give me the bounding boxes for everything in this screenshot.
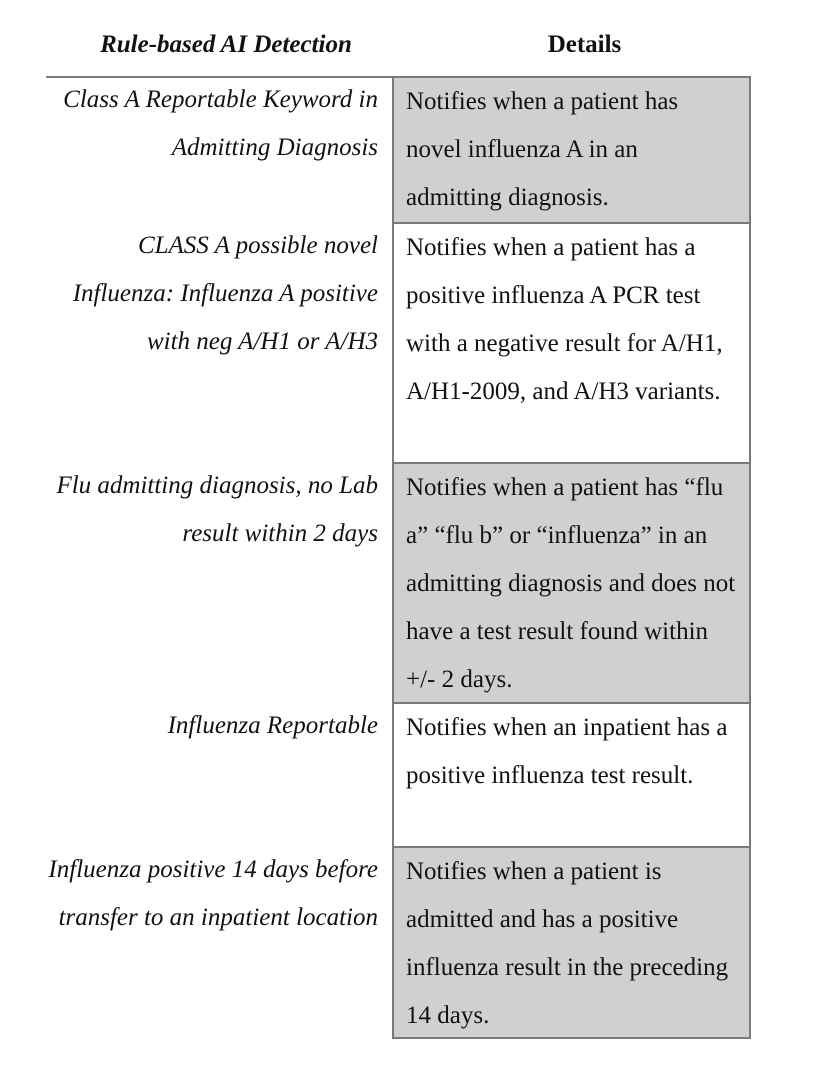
rule-cell: Flu admitting diagnosis, no Lab result within 2 days (56, 472, 378, 547)
rule-cell: Influenza positive 14 days before transfer to an inpatient location (48, 856, 378, 931)
details-cell: Notifies when a patient is admitted and has a positive influenza result in the preceding 14 days. (392, 846, 751, 1039)
details-cell: Notifies when an inpatient has a positive influenza test result. (392, 702, 751, 846)
detection-table (46, 76, 764, 1039)
column-header-details: Details (547, 31, 622, 58)
table-row (46, 702, 764, 846)
details-cell: Notifies when a patient has novel influenza A in an admitting diagnosis. (392, 76, 751, 222)
table-row (46, 76, 764, 222)
table-row (46, 462, 764, 702)
rule-cell: Class A Reportable Keyword in Admitting Diagnosis (63, 86, 378, 161)
table-row (46, 222, 764, 462)
column-header-rule: Rule-based AI Detection (100, 31, 352, 58)
rule-cell: CLASS A possible novel Influenza: Influenza A positive with neg A/H1 or A/H3 (72, 232, 378, 355)
details-cell: Notifies when a patient has a positive influenza A PCR test with a negative result for A/H1, A/H1-2009, and A/H3 variants. (392, 222, 751, 462)
table-row (46, 846, 764, 1039)
rule-cell: Influenza Reportable (167, 712, 378, 739)
table-header (0, 28, 832, 68)
details-cell: Notifies when a patient has “flu a” “flu b” or “influenza” in an admitting diagnosis and does not have a test result found within +/- 2 days. (392, 462, 751, 702)
